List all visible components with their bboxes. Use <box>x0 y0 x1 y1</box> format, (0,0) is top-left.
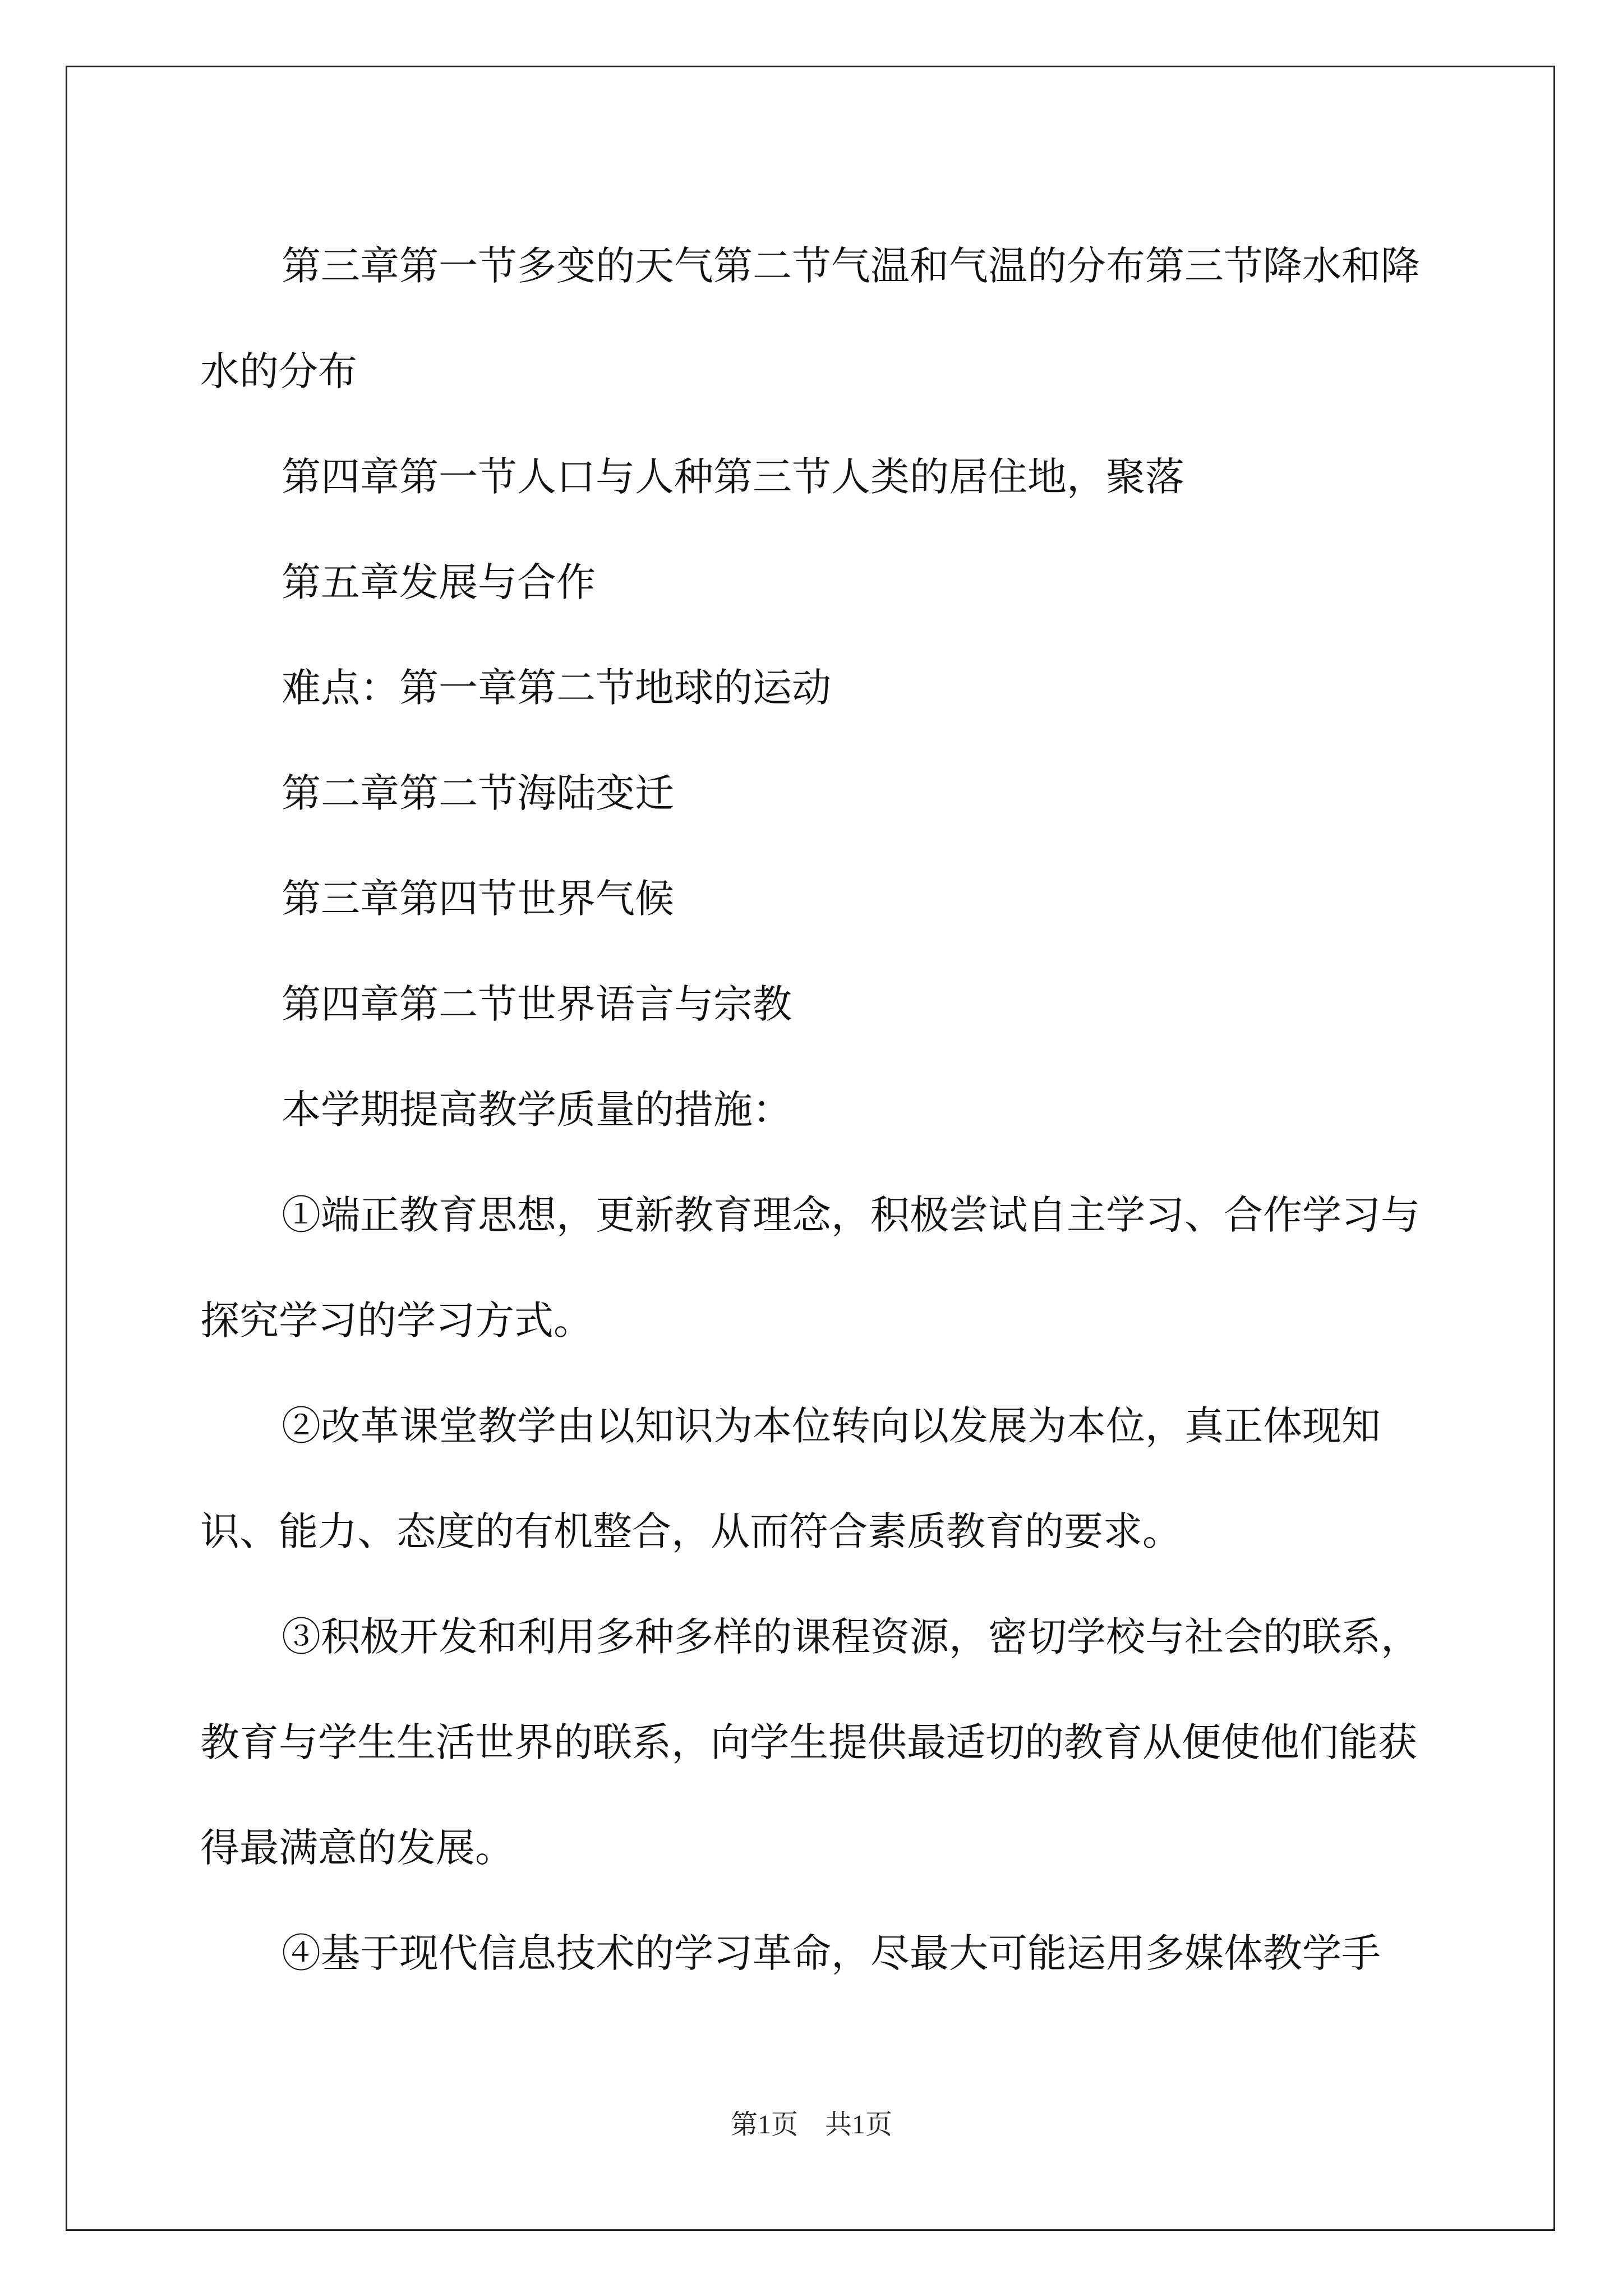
paragraph: ④基于现代信息技术的学习革命，尽最大可能运用多媒体教学手 <box>282 1930 1381 1976</box>
document-body <box>200 213 1423 2006</box>
paragraph: 第三章第一节多变的天气第二节气温和气温的分布第三节降水和降水的分布 <box>200 243 1420 394</box>
paragraph: ①端正教育思想，更新教育理念，积极尝试自主学习、合作学习与探究学习的学习方式。 <box>200 1192 1420 1343</box>
page-footer <box>0 2108 1623 2142</box>
paragraph: 第二章第二节海陆变迁 <box>282 770 674 816</box>
page-number-total: 共1页 <box>825 2110 893 2139</box>
paragraph: ②改革课堂教学由以知识为本位转向以发展为本位，真正体现知识、能力、态度的有机整合，从而符合素质教育的要求。 <box>200 1403 1381 1554</box>
page-number-current: 第1页 <box>730 2110 798 2139</box>
paragraph: 难点：第一章第二节地球的运动 <box>282 665 831 711</box>
paragraph: 第三章第四节世界气候 <box>282 876 674 922</box>
paragraph: 第四章第二节世界语言与宗教 <box>282 981 792 1027</box>
paragraph: 本学期提高教学质量的措施： <box>282 1087 792 1133</box>
paragraph: 第四章第一节人口与人种第三节人类的居住地，聚落 <box>282 454 1184 500</box>
paragraph: ③积极开发和利用多种多样的课程资源，密切学校与社会的联系，教育与学生生活世界的联系，向学生提供最适切的教育从便使他们能获得最满意的发展。 <box>200 1614 1420 1871</box>
paragraph: 第五章发展与合作 <box>282 559 596 605</box>
